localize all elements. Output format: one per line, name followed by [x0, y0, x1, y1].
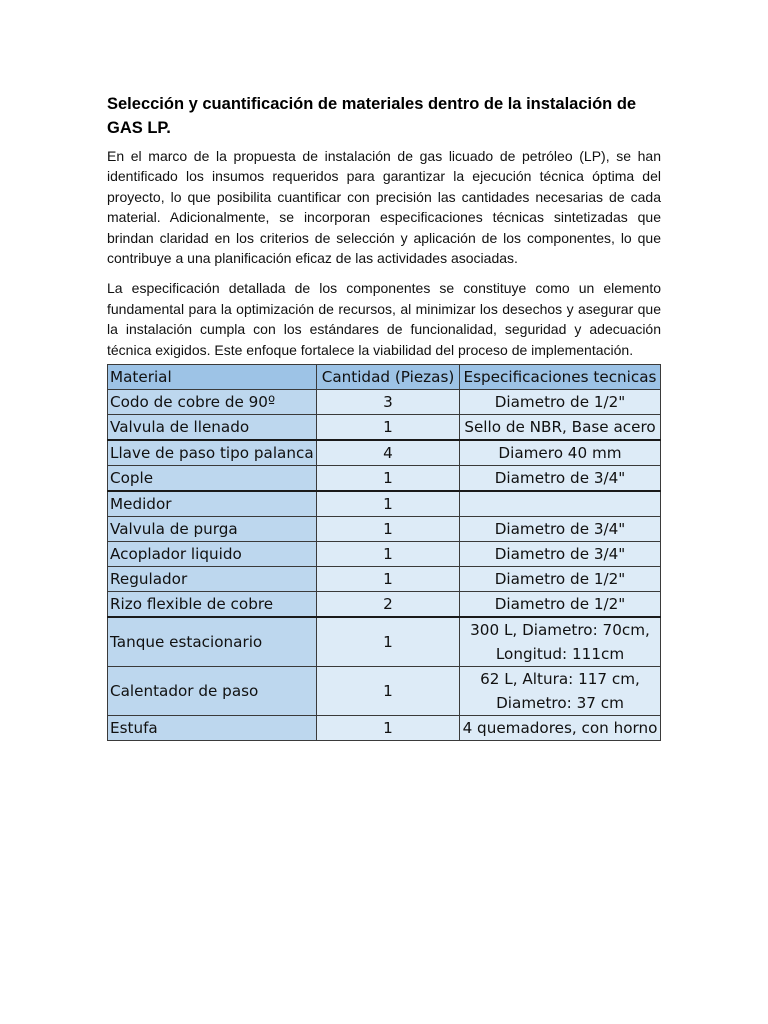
table-row — [108, 466, 661, 492]
cell-material: Rizo flexible de cobre — [108, 592, 317, 618]
header-especificaciones: Especificaciones tecnicas — [460, 365, 661, 390]
table-row — [108, 667, 661, 716]
cell-cantidad: 3 — [317, 390, 460, 415]
table-row — [108, 517, 661, 542]
cell-cantidad: 1 — [317, 542, 460, 567]
document-title: Selección y cuantificación de materiales dentro de la instalación de GAS LP. — [107, 95, 637, 137]
header-material: Material — [108, 365, 317, 390]
table-row — [108, 440, 661, 466]
cell-spec: Diametro de 1/2" — [460, 567, 661, 592]
table-row — [108, 592, 661, 618]
cell-spec: Diametro de 1/2" — [460, 390, 661, 415]
cell-material: Llave de paso tipo palanca — [108, 440, 317, 466]
cell-material: Estufa — [108, 716, 317, 741]
cell-material: Tanque estacionario — [108, 617, 317, 667]
specification-paragraph: La especificación detallada de los componentes se constituye como un elemento fundamental para la optimización de recursos, al minimizar los desechos y asegurar que la instalación cumpla con los estándares de funcionalidad, seguridad y adecuación técnica exigidos. Este enfoque fortalece la viabilidad del proceso de implementación. — [107, 280, 661, 358]
cell-spec: 4 quemadores, con horno — [460, 716, 661, 741]
cell-cantidad: 2 — [317, 592, 460, 618]
cell-cantidad: 1 — [317, 517, 460, 542]
cell-cantidad: 1 — [317, 617, 460, 667]
cell-material: Medidor — [108, 491, 317, 517]
cell-material: Valvula de purga — [108, 517, 317, 542]
table-row — [108, 415, 661, 441]
cell-cantidad: 1 — [317, 716, 460, 741]
table-header-row — [108, 365, 661, 390]
materials-table — [107, 364, 661, 741]
header-cantidad: Cantidad (Piezas) — [317, 365, 460, 390]
intro-paragraph: En el marco de la propuesta de instalación de gas licuado de petróleo (LP), se han identificado los insumos requeridos para garantizar la ejecución técnica óptima del proyecto, lo que posibilita cuantificar con precisión las cantidades necesarias de cada material. Adicionalmente, se incorporan especificaciones técnicas sintetizadas que brindan claridad en los criterios de selección y aplicación de los componentes, lo que contribuye a una planificación eficaz de las actividades asociadas. — [107, 148, 661, 267]
cell-spec: Diamero 40 mm — [460, 440, 661, 466]
table-row — [108, 567, 661, 592]
table-row — [108, 617, 661, 667]
cell-spec: Diametro de 3/4" — [460, 542, 661, 567]
cell-spec: Diametro de 3/4" — [460, 466, 661, 492]
cell-material: Valvula de llenado — [108, 415, 317, 441]
cell-spec: 62 L, Altura: 117 cm, Diametro: 37 cm — [460, 667, 661, 716]
cell-cantidad: 1 — [317, 491, 460, 517]
cell-spec: 300 L, Diametro: 70cm, Longitud: 111cm — [460, 617, 661, 667]
table-row — [108, 491, 661, 517]
cell-cantidad: 1 — [317, 567, 460, 592]
document-page — [107, 92, 661, 741]
cell-spec: Diametro de 3/4" — [460, 517, 661, 542]
table-row — [108, 542, 661, 567]
cell-material: Regulador — [108, 567, 317, 592]
cell-material: Calentador de paso — [108, 667, 317, 716]
cell-cantidad: 4 — [317, 440, 460, 466]
table-row — [108, 390, 661, 415]
cell-cantidad: 1 — [317, 415, 460, 441]
cell-material: Codo de cobre de 90º — [108, 390, 317, 415]
cell-cantidad: 1 — [317, 667, 460, 716]
cell-spec: Sello de NBR, Base acero — [460, 415, 661, 441]
cell-material: Cople — [108, 466, 317, 492]
table-row — [108, 716, 661, 741]
cell-cantidad: 1 — [317, 466, 460, 492]
cell-spec: Diametro de 1/2" — [460, 592, 661, 618]
cell-material: Acoplador liquido — [108, 542, 317, 567]
cell-spec — [460, 491, 661, 517]
